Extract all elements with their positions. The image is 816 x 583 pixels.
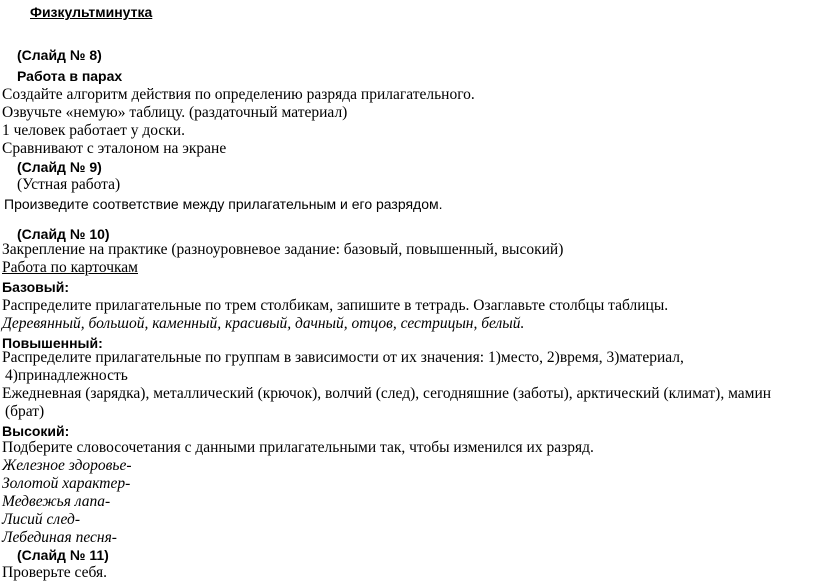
text-line: 1 человек работает у доски. bbox=[2, 122, 185, 139]
slide-11-heading: (Слайд № 11) bbox=[17, 547, 109, 563]
advanced-words-cont: (брат) bbox=[5, 403, 45, 420]
phrase-item: Лисий след- bbox=[2, 511, 81, 528]
slide-8-heading: (Слайд № 8) bbox=[17, 47, 102, 63]
cards-heading: Работа по карточкам bbox=[2, 259, 138, 276]
phrase-item: Золотой характер- bbox=[2, 475, 131, 492]
text-line: Сравнивают с эталоном на экране bbox=[2, 140, 227, 157]
basic-task: Распределите прилагательные по трем столбикам, запишите в тетрадь. Озаглавьте столбцы таблицы. bbox=[2, 297, 669, 314]
advanced-task: Распределите прилагательные по группам в зависимости от их значения: 1)место, 2)время, 3)материал, bbox=[2, 349, 684, 366]
advanced-label: Повышенный: bbox=[2, 335, 103, 351]
phrase-item: Лебединая песня- bbox=[2, 529, 117, 546]
advanced-task-cont: 4)принадлежность bbox=[5, 367, 128, 384]
page-title: Физкультминутка bbox=[30, 4, 153, 20]
slide-10-intro: Закрепление на практике (разноуровневое задание: базовый, повышенный, высокий) bbox=[2, 241, 564, 258]
slide-11-task: Проверьте себя. bbox=[2, 564, 108, 581]
basic-words: Деревянный, большой, каменный, красивый, дачный, отцов, сестрицын, белый. bbox=[2, 315, 525, 332]
slide-9-heading: (Слайд № 9) bbox=[17, 159, 102, 175]
slide-10-heading: (Слайд № 10) bbox=[17, 226, 110, 242]
text-line: Создайте алгоритм действия по определению разряда прилагательного. bbox=[2, 86, 475, 103]
basic-label: Базовый: bbox=[2, 279, 70, 295]
slide-9-subheading: (Устная работа) bbox=[17, 176, 121, 193]
phrase-item: Медвежья лапа- bbox=[2, 493, 111, 510]
advanced-words: Ежедневная (зарядка), металлический (крючок), волчий (след), сегодняшние (заботы), арктический (климат), мамин bbox=[2, 385, 772, 402]
slide-8-subheading: Работа в парах bbox=[17, 68, 123, 84]
text-line: Озвучьте «немую» таблицу. (раздаточный материал) bbox=[2, 104, 348, 121]
high-label: Высокий: bbox=[2, 423, 70, 439]
slide-9-task: Произведите соответствие между прилагательным и его разрядом. bbox=[4, 196, 443, 212]
phrase-item: Железное здоровье- bbox=[2, 457, 132, 474]
high-task: Подберите словосочетания с данными прилагательными так, чтобы изменился их разряд. bbox=[2, 439, 594, 456]
